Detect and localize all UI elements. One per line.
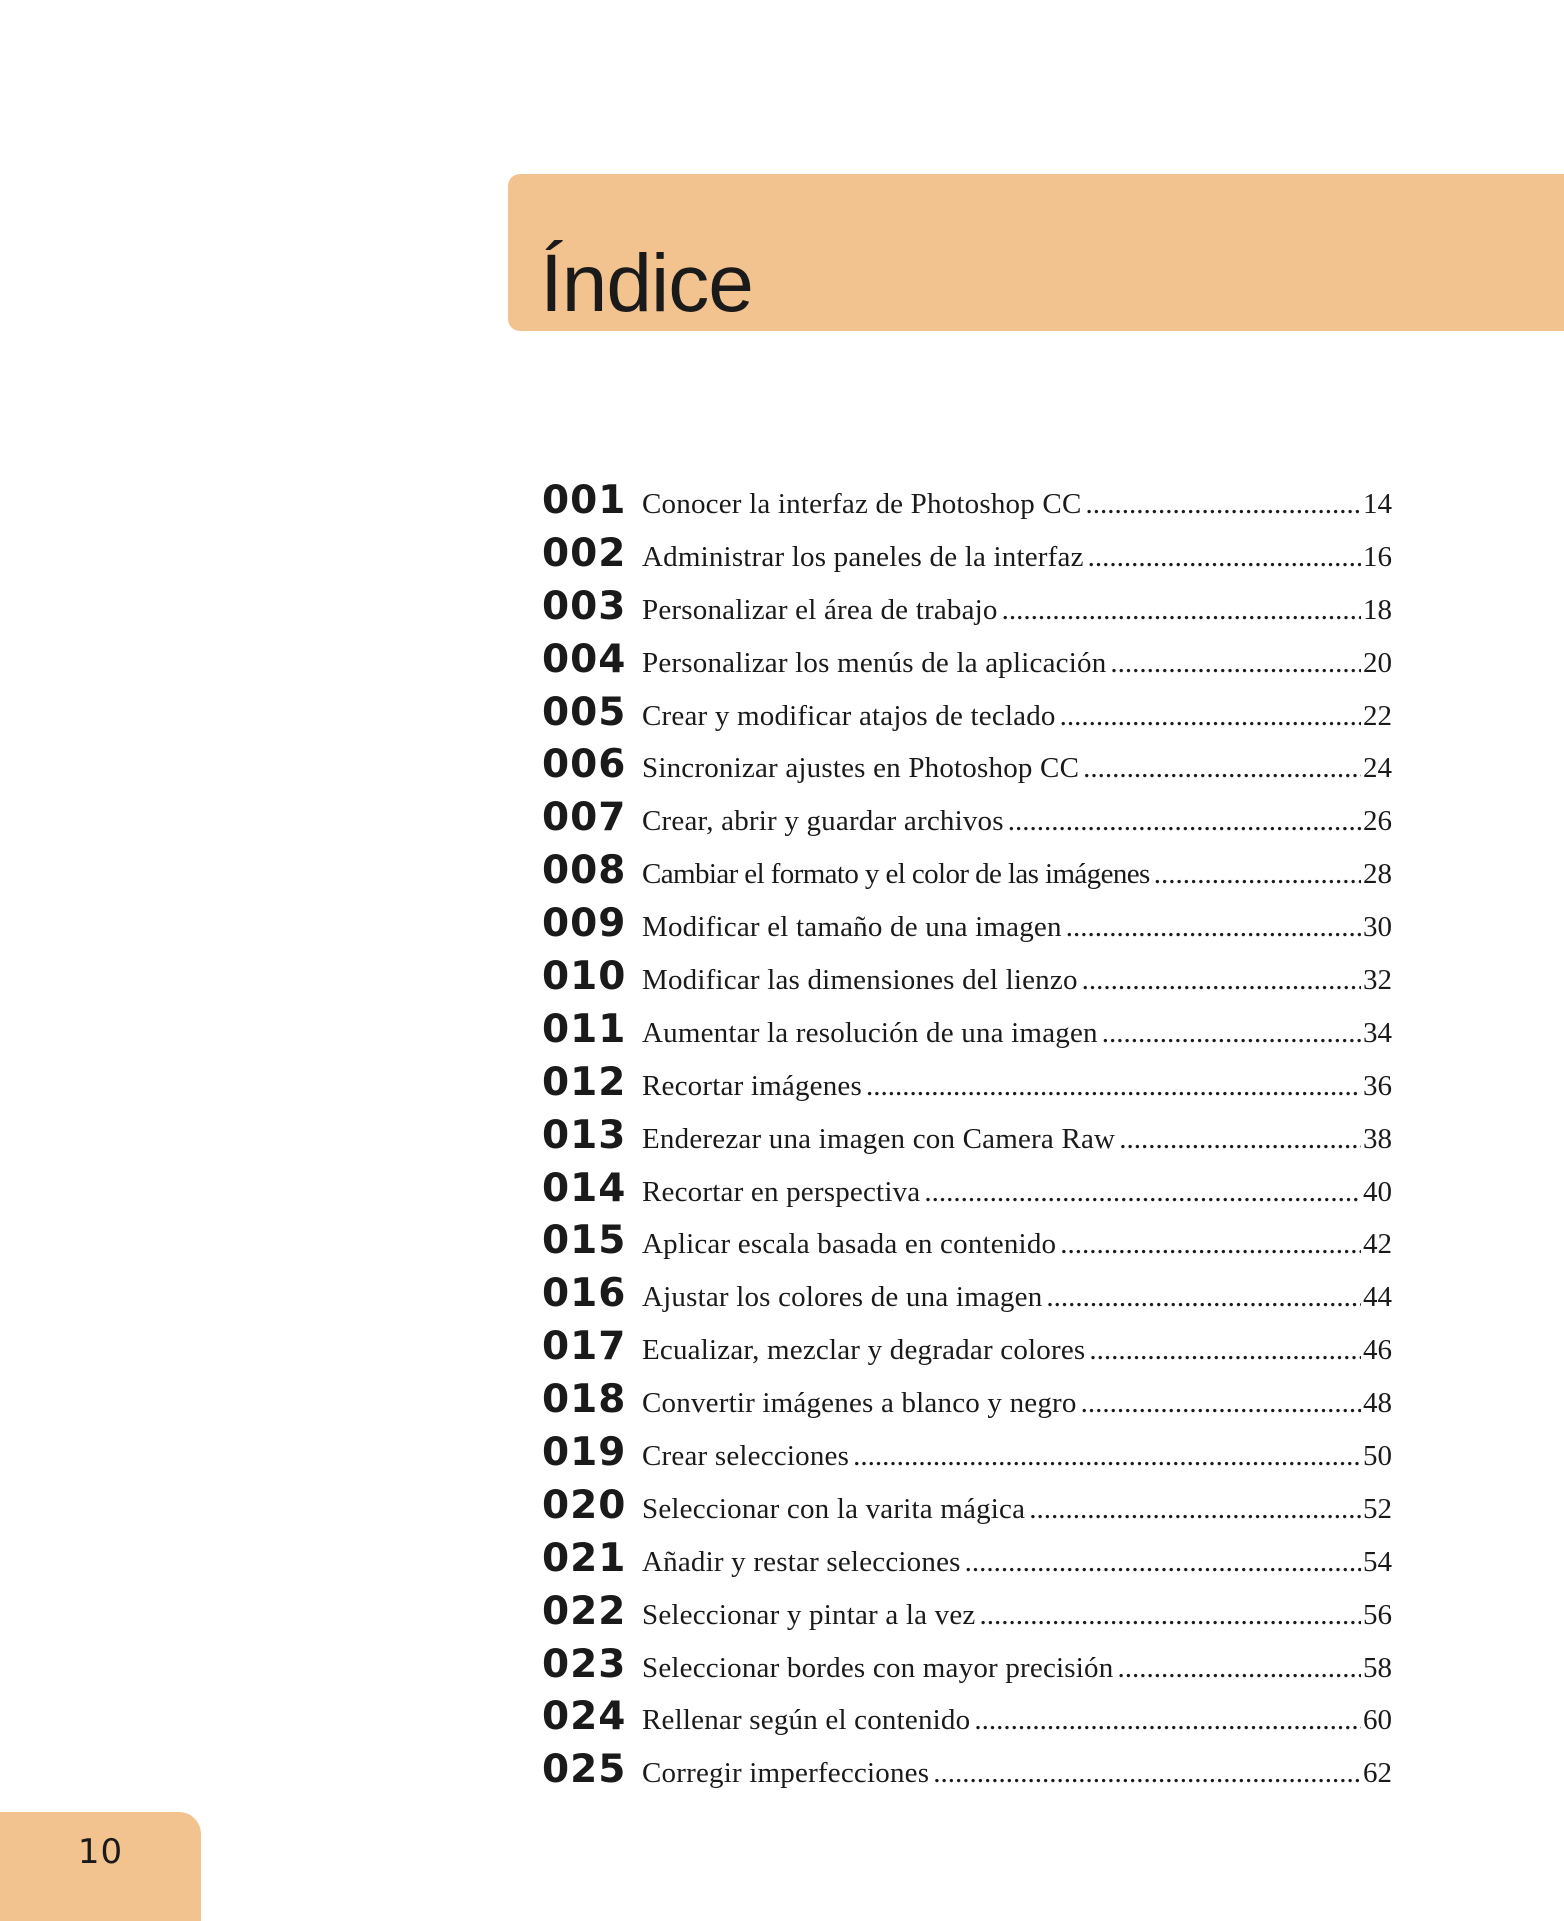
toc-entry-leader: [1060, 1228, 1361, 1261]
toc-entry-title: Modificar las dimensiones del lienzo: [642, 964, 1078, 997]
toc-entry-title: Recortar imágenes: [642, 1069, 862, 1102]
toc-entry-title: Seleccionar bordes con mayor precisión: [642, 1651, 1114, 1684]
toc-entry-page: 40: [1363, 1175, 1392, 1208]
toc-entry-title: Recortar en perspectiva: [642, 1175, 921, 1208]
toc-entry-leader: [866, 1070, 1361, 1103]
toc-entry-leader: [1083, 752, 1361, 785]
toc-entry-page: 60: [1363, 1704, 1392, 1737]
toc-entry-page: 20: [1363, 646, 1392, 679]
toc-entry[interactable]: [542, 1060, 1392, 1113]
toc-entry-page: 36: [1363, 1069, 1392, 1102]
toc-entry-page: 54: [1363, 1545, 1392, 1578]
toc-entry-leader: [1154, 858, 1361, 891]
toc-entry-leader: [1088, 541, 1361, 574]
toc-entry-number: 021: [542, 1535, 627, 1581]
toc-entry-page: 30: [1363, 911, 1392, 944]
toc-entry-title: Personalizar los menús de la aplicación: [642, 646, 1107, 679]
toc-entry-number: 011: [542, 1006, 627, 1052]
toc-entry-leader: [980, 1599, 1362, 1632]
toc-entry-number: 019: [542, 1430, 627, 1476]
toc-entry-title: Modificar el tamaño de una imagen: [642, 911, 1062, 944]
toc-entry-page: 38: [1363, 1122, 1392, 1155]
page-number-tab: [0, 1812, 201, 1921]
toc-entry-leader: [1119, 1123, 1361, 1156]
toc-entry-leader: [1110, 647, 1361, 680]
toc-entry-title: Convertir imágenes a blanco y negro: [642, 1387, 1077, 1420]
table-of-contents: [542, 478, 1392, 1800]
toc-entry-number: 003: [542, 583, 627, 629]
toc-entry-leader: [974, 1704, 1361, 1737]
toc-entry-title: Crear, abrir y guardar archivos: [642, 805, 1004, 838]
toc-entry[interactable]: [542, 1271, 1392, 1324]
page-number: 10: [77, 1832, 124, 1872]
toc-entry[interactable]: [542, 1483, 1392, 1536]
toc-entry[interactable]: [542, 584, 1392, 637]
toc-entry[interactable]: [542, 1113, 1392, 1166]
toc-entry-page: 22: [1363, 699, 1392, 732]
toc-entry-title: Cambiar el formato y el color de las imágenes: [642, 858, 1150, 891]
toc-entry-number: 017: [542, 1324, 627, 1370]
toc-entry-title: Seleccionar con la varita mágica: [642, 1492, 1026, 1525]
toc-entry-leader: [965, 1546, 1361, 1579]
toc-entry-title: Ecualizar, mezclar y degradar colores: [642, 1334, 1086, 1367]
toc-entry-page: 42: [1363, 1228, 1392, 1261]
toc-entry[interactable]: [542, 478, 1392, 531]
toc-entry-number: 009: [542, 901, 627, 947]
toc-entry[interactable]: [542, 795, 1392, 848]
toc-entry[interactable]: [542, 637, 1392, 690]
toc-entry[interactable]: [542, 1536, 1392, 1589]
toc-entry-page: 16: [1363, 540, 1392, 573]
toc-entry-page: 62: [1363, 1757, 1392, 1790]
toc-entry-page: 52: [1363, 1492, 1392, 1525]
toc-entry-page: 32: [1363, 964, 1392, 997]
toc-entry-leader: [1082, 964, 1361, 997]
toc-entry[interactable]: [542, 1694, 1392, 1747]
toc-entry-number: 001: [542, 478, 627, 523]
toc-entry[interactable]: [542, 1747, 1392, 1800]
toc-entry-leader: [933, 1757, 1361, 1790]
toc-entry-number: 014: [542, 1165, 627, 1211]
toc-entry-number: 020: [542, 1482, 627, 1528]
toc-entry[interactable]: [542, 531, 1392, 584]
toc-entry[interactable]: [542, 1166, 1392, 1219]
toc-entry-number: 005: [542, 689, 627, 735]
toc-entry-number: 010: [542, 954, 627, 1000]
toc-entry-leader: [1066, 911, 1361, 944]
toc-entry-number: 013: [542, 1112, 627, 1158]
toc-entry-leader: [1102, 1017, 1361, 1050]
toc-entry-title: Seleccionar y pintar a la vez: [642, 1598, 976, 1631]
toc-entry-leader: [853, 1440, 1361, 1473]
toc-entry-title: Aumentar la resolución de una imagen: [642, 1016, 1098, 1049]
title-banner: [508, 174, 1564, 331]
toc-entry[interactable]: [542, 848, 1392, 901]
toc-entry-number: 008: [542, 848, 627, 894]
toc-entry-number: 022: [542, 1588, 627, 1634]
toc-entry-page: 28: [1363, 858, 1392, 891]
toc-entry-leader: [1046, 1281, 1361, 1314]
toc-entry-number: 018: [542, 1377, 627, 1423]
toc-entry[interactable]: [542, 1377, 1392, 1430]
toc-entry-title: Aplicar escala basada en contenido: [642, 1228, 1057, 1261]
toc-entry[interactable]: [542, 1218, 1392, 1271]
toc-entry-title: Enderezar una imagen con Camera Raw: [642, 1122, 1116, 1155]
toc-entry[interactable]: [542, 1430, 1392, 1483]
toc-entry-page: 18: [1363, 593, 1392, 626]
toc-entry-page: 14: [1363, 488, 1392, 520]
toc-entry[interactable]: [542, 1589, 1392, 1642]
toc-entry-title: Personalizar el área de trabajo: [642, 593, 998, 626]
toc-entry-leader: [1117, 1652, 1361, 1685]
toc-entry-title: Conocer la interfaz de Photoshop CC: [642, 488, 1082, 520]
toc-entry-leader: [1081, 1387, 1361, 1420]
toc-entry-title: Rellenar según el contenido: [642, 1704, 971, 1737]
toc-entry-title: Sincronizar ajustes en Photoshop CC: [642, 752, 1080, 785]
toc-entry-page: 58: [1363, 1651, 1392, 1684]
toc-entry-number: 024: [542, 1694, 627, 1740]
toc-entry-number: 023: [542, 1641, 627, 1687]
toc-entry[interactable]: [542, 742, 1392, 795]
toc-entry-page: 56: [1363, 1598, 1392, 1631]
toc-entry-page: 46: [1363, 1334, 1392, 1367]
toc-entry-title: Corregir imperfecciones: [642, 1757, 930, 1790]
toc-entry-title: Crear y modificar atajos de teclado: [642, 699, 1056, 732]
toc-entry[interactable]: [542, 1324, 1392, 1377]
toc-entry-page: 24: [1363, 752, 1392, 785]
toc-entry[interactable]: [542, 1007, 1392, 1060]
toc-entry-page: 50: [1363, 1440, 1392, 1473]
toc-entry-leader: [1029, 1493, 1361, 1526]
toc-entry-leader: [1086, 488, 1362, 521]
toc-entry-leader: [1089, 1334, 1361, 1367]
toc-entry-number: 006: [542, 742, 627, 788]
toc-entry[interactable]: [542, 1642, 1392, 1695]
toc-entry-number: 007: [542, 795, 627, 841]
toc-entry-page: 48: [1363, 1387, 1392, 1420]
toc-entry-title: Crear selecciones: [642, 1440, 850, 1473]
toc-entry-leader: [1002, 594, 1361, 627]
toc-entry-leader: [1060, 700, 1361, 733]
page-title: Índice: [540, 238, 753, 329]
toc-entry-number: 002: [542, 530, 627, 576]
toc-entry-leader: [1008, 805, 1361, 838]
toc-entry-page: 44: [1363, 1281, 1392, 1314]
toc-entry-number: 016: [542, 1271, 627, 1317]
toc-entry-number: 004: [542, 636, 627, 682]
toc-entry-title: Añadir y restar selecciones: [642, 1545, 961, 1578]
toc-entry-number: 012: [542, 1059, 627, 1105]
toc-entry-title: Administrar los paneles de la interfaz: [642, 540, 1084, 573]
toc-entry[interactable]: [542, 901, 1392, 954]
toc-entry-title: Ajustar los colores de una imagen: [642, 1281, 1043, 1314]
toc-entry[interactable]: [542, 954, 1392, 1007]
toc-entry[interactable]: [542, 690, 1392, 743]
toc-entry-number: 015: [542, 1218, 627, 1264]
toc-entry-page: 26: [1363, 805, 1392, 838]
toc-entry-number: 025: [542, 1747, 627, 1793]
toc-entry-leader: [924, 1176, 1361, 1209]
toc-entry-page: 34: [1363, 1016, 1392, 1049]
